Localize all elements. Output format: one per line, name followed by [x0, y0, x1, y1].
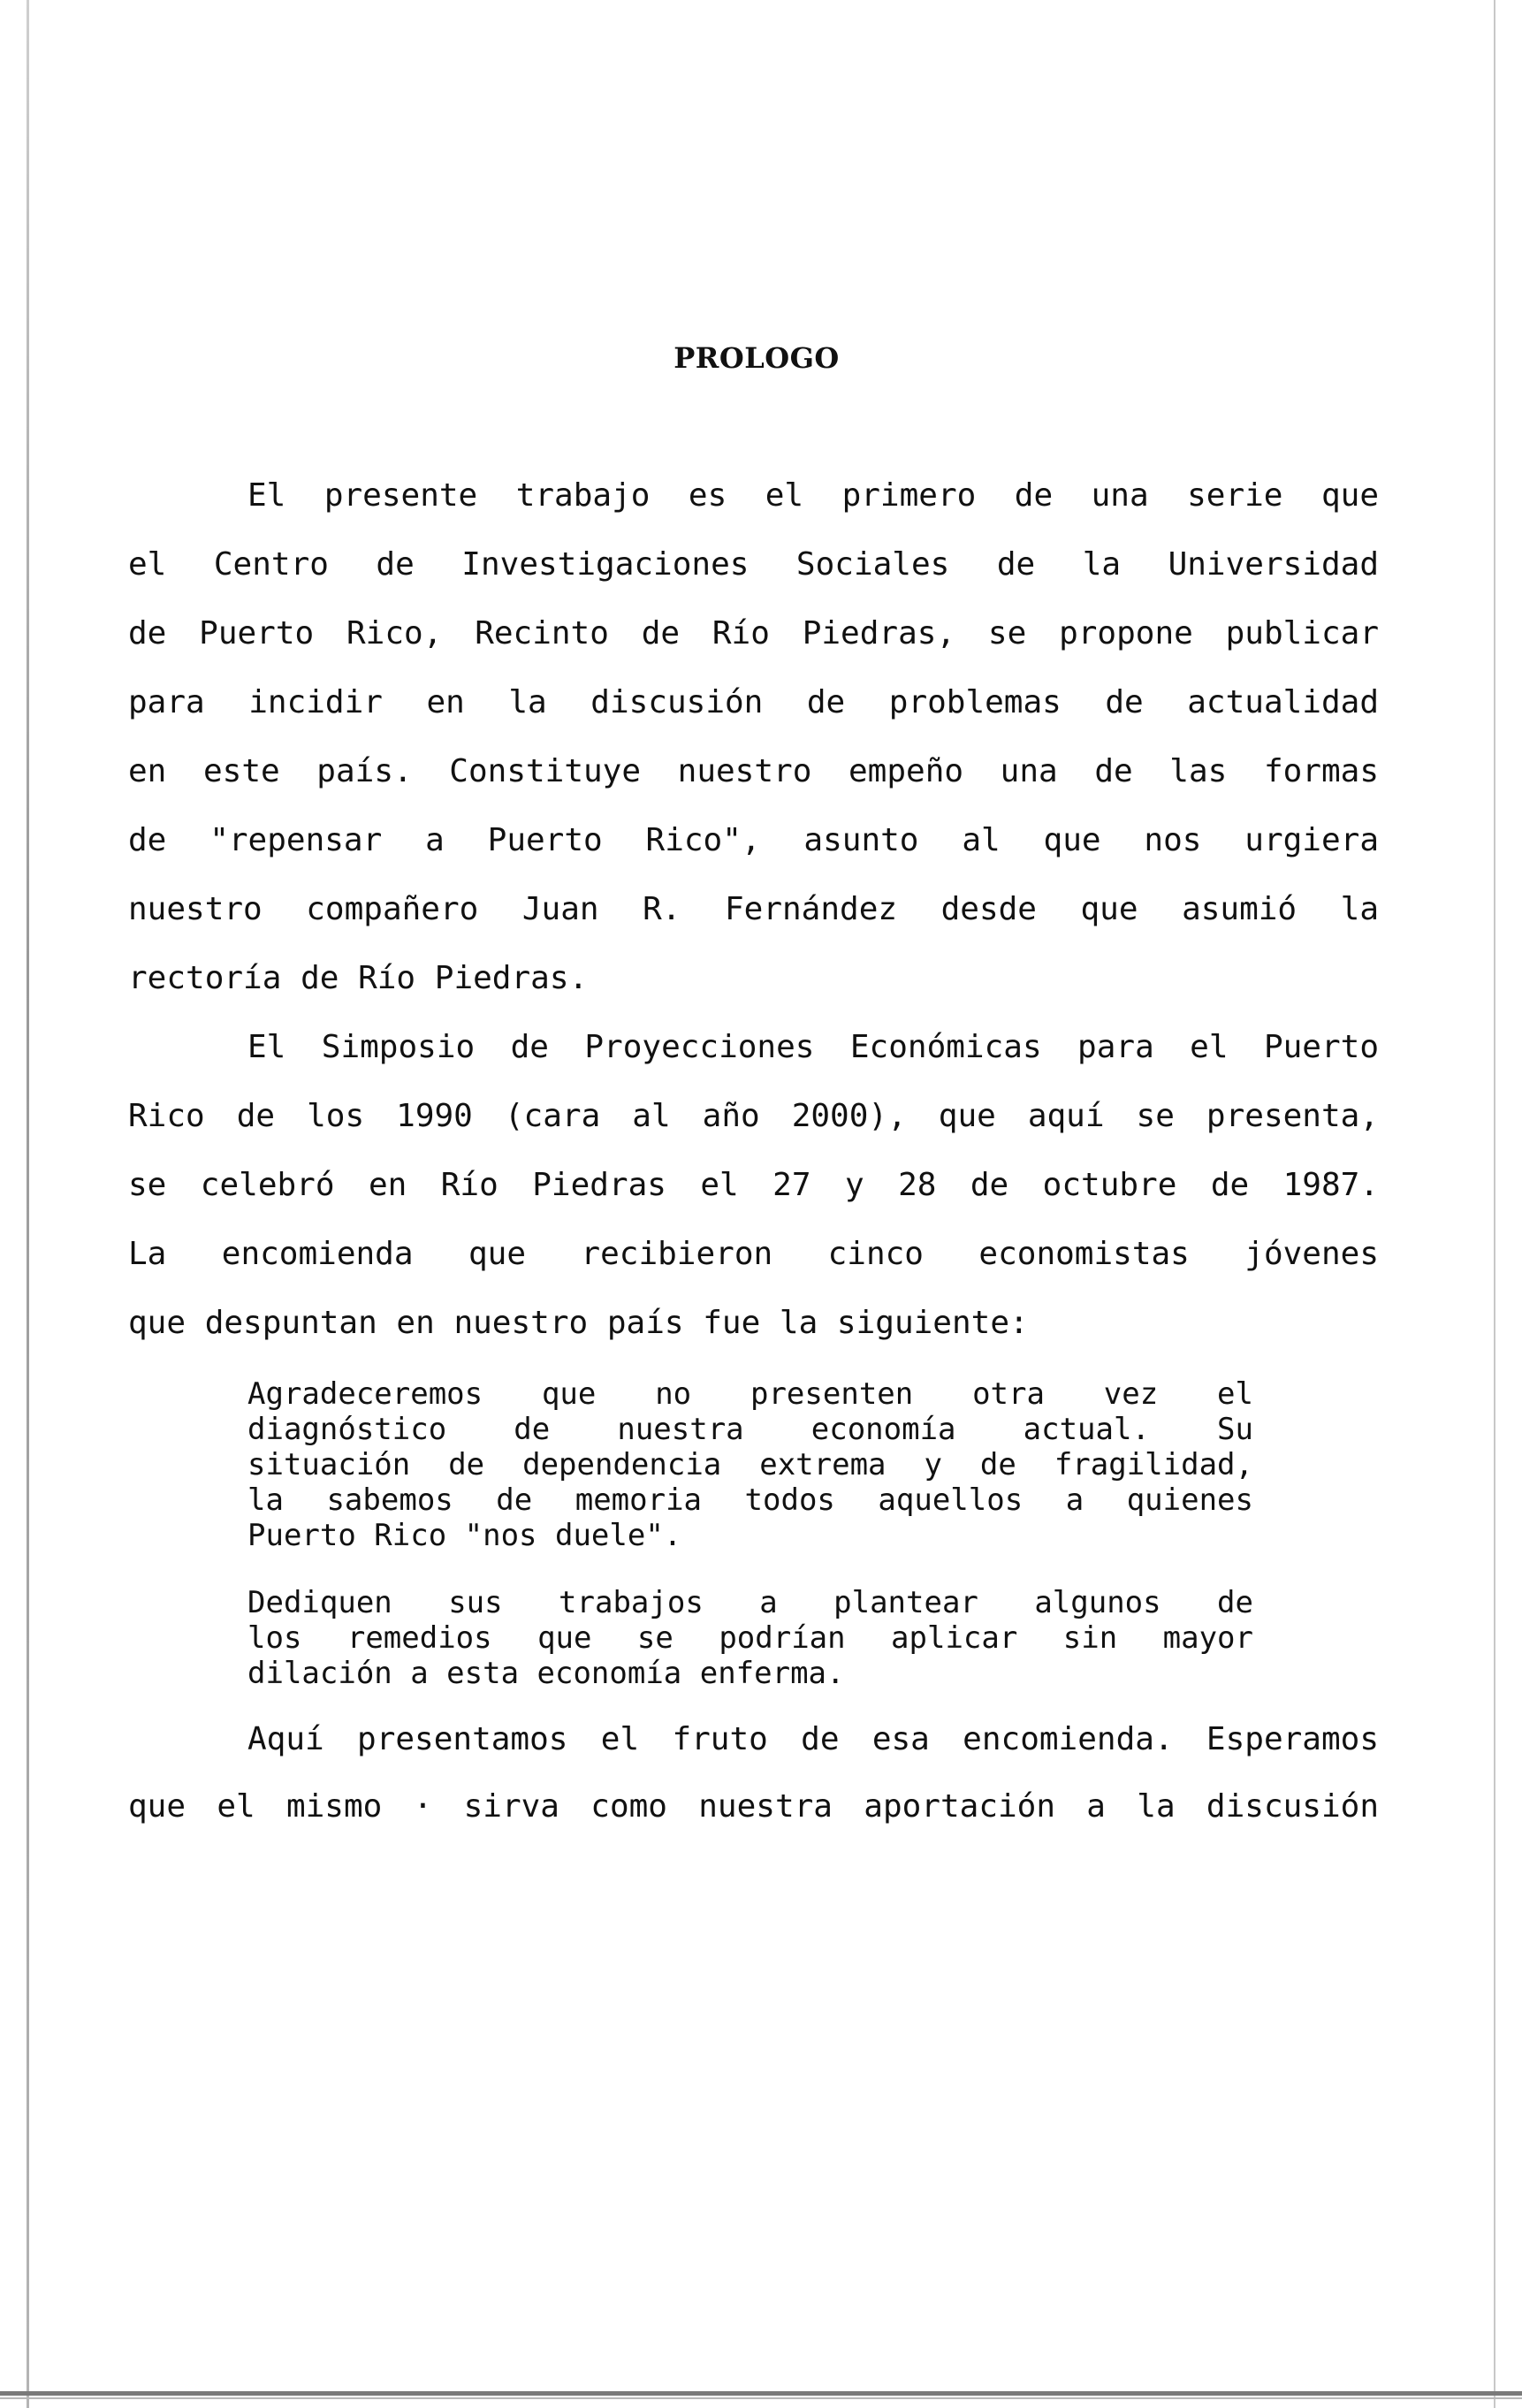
paragraph-1-line-2: el Centro de Investigaciones Sociales de la Universidad: [128, 546, 1379, 583]
paragraph-1-line-8: rectoría de Río Piedras.: [128, 960, 589, 996]
paragraph-1-line-6: de "repensar a Puerto Rico", asunto al que nos urgiera: [128, 822, 1379, 858]
quote-1-line-5: Puerto Rico "nos duele".: [247, 1518, 682, 1553]
paragraph-1-line-5: en este país. Constituye nuestro empeño una de las formas: [128, 753, 1379, 789]
paragraph-2-line-3: se celebró en Río Piedras el 27 y 28 de octubre de 1987.: [128, 1167, 1379, 1203]
quote-1-line-3: situación de dependencia extrema y de fragilidad,: [247, 1447, 1253, 1482]
paragraph-2-line-4: La encomienda que recibieron cinco economistas jóvenes: [128, 1236, 1379, 1272]
quote-1-line-4: la sabemos de memoria todos aquellos a quienes: [247, 1482, 1253, 1518]
paragraph-1-line-7: nuestro compañero Juan R. Fernández desde que asumió la: [128, 891, 1379, 927]
paragraph-1-line-4: para incidir en la discusión de problemas de actualidad: [128, 684, 1379, 720]
scan-edge-bottom-secondary: [0, 2397, 1522, 2399]
paragraph-2-line-1: El Simposio de Proyecciones Económicas para el Puerto: [247, 1029, 1379, 1065]
quote-2-line-2: los remedios que se podrían aplicar sin mayor: [247, 1620, 1253, 1656]
scan-edge-bottom: [0, 2391, 1522, 2396]
paragraph-2-line-2: Rico de los 1990 (cara al año 2000), que aquí se presenta,: [128, 1098, 1379, 1134]
quote-1-line-1: Agradeceremos que no presenten otra vez el: [247, 1376, 1253, 1412]
page-title: PROLOGO: [673, 341, 840, 375]
quote-2-line-3: dilación a esta economía enferma.: [247, 1656, 845, 1691]
quote-2-line-1: Dediquen sus trabajos a plantear algunos de: [247, 1585, 1253, 1620]
paragraph-2-line-5: que despuntan en nuestro país fue la siguiente:: [128, 1305, 1029, 1341]
paragraph-3-line-2: que el mismo · sirva como nuestra aportación a la discusión: [128, 1788, 1379, 1825]
paragraph-1-line-1: El presente trabajo es el primero de una serie que: [247, 477, 1379, 514]
quote-1-line-2: diagnóstico de nuestra economía actual. Su: [247, 1412, 1253, 1447]
paragraph-1-line-3: de Puerto Rico, Recinto de Río Piedras, se propone publicar: [128, 615, 1379, 652]
paragraph-3-line-1: Aquí presentamos el fruto de esa encomienda. Esperamos: [247, 1721, 1379, 1757]
